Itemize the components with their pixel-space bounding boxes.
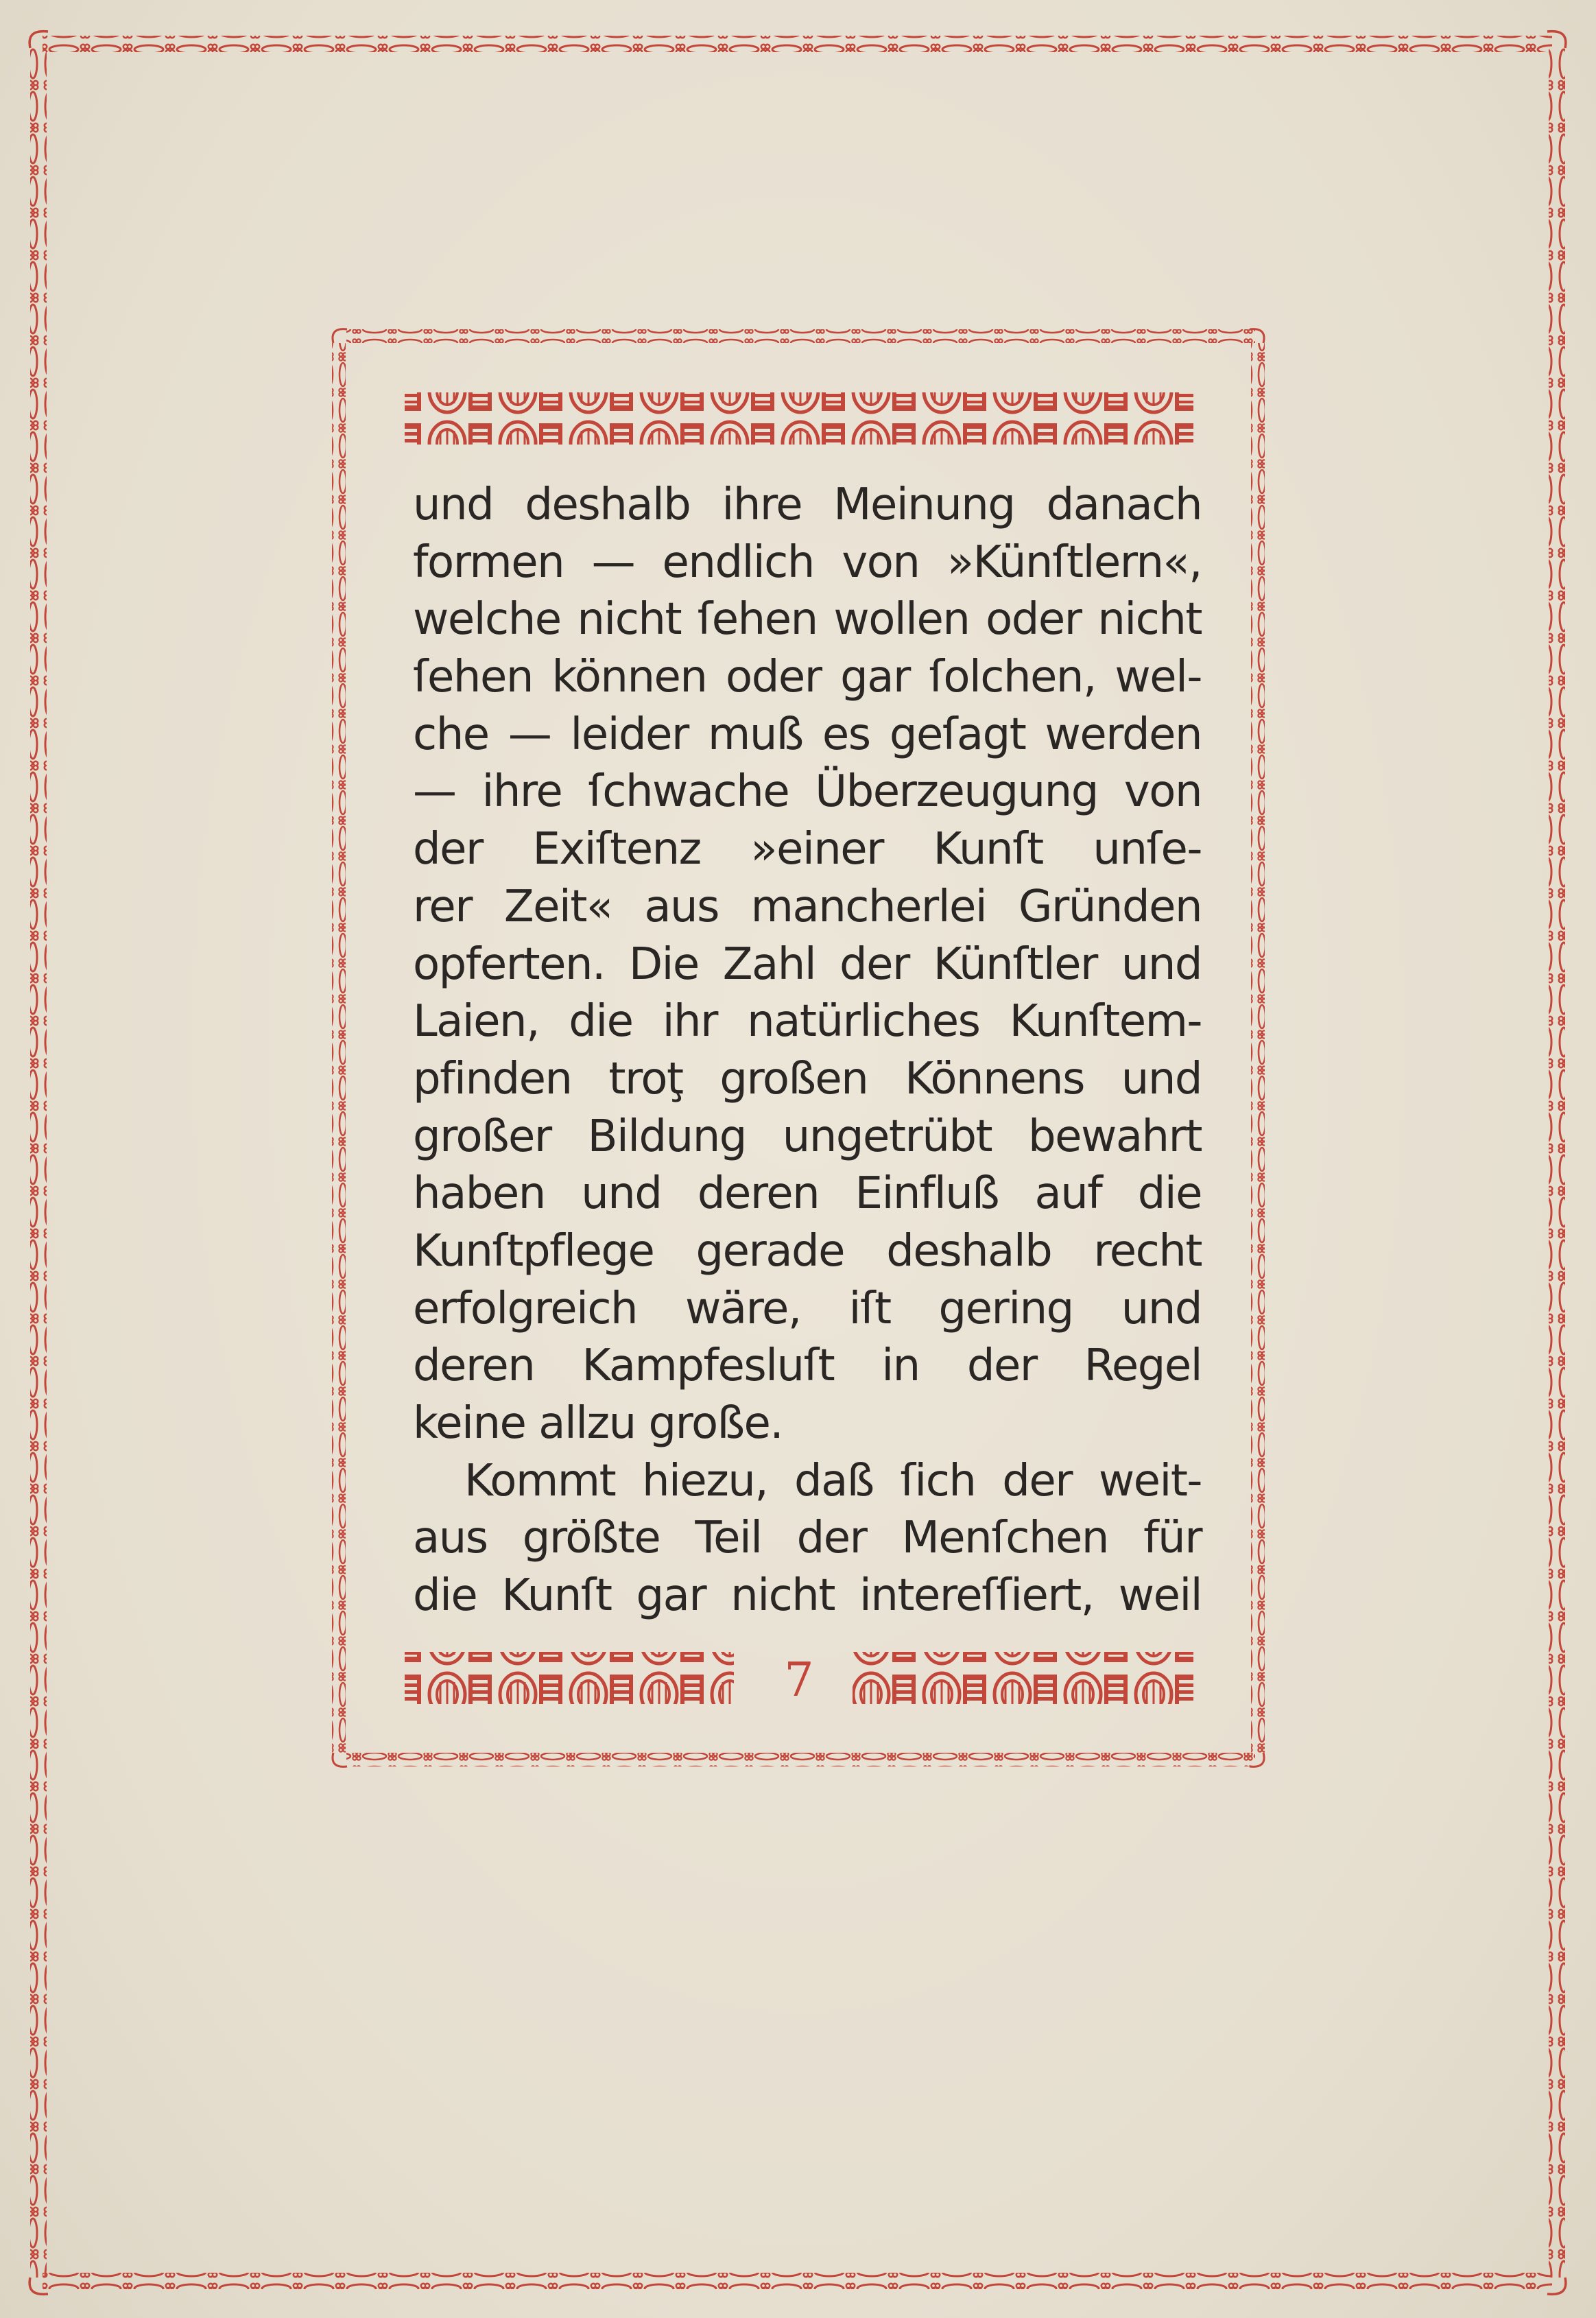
text-line: erfolgreich wäre, iſt gering und <box>413 1283 1202 1334</box>
text-line: aus größte Teil der Menſchen für <box>413 1513 1202 1564</box>
paragraph-2 <box>413 1453 1202 1625</box>
text-line: formen — endlich von »Künſtlern«, <box>413 536 1202 588</box>
text-line: — ihre ſchwache Überzeugung von <box>413 766 1202 818</box>
footer-left-ornament-band-icon <box>405 1652 734 1704</box>
text-line: Laien, die ihr natürliches Kunſtem- <box>413 996 1202 1048</box>
text-line: und deshalb ihre Meinung danach <box>413 480 1202 530</box>
text-line: haben und deren Einfluß auf die <box>413 1168 1202 1220</box>
footer-right-ornament-band-icon <box>853 1652 1193 1704</box>
page-number: 7 <box>784 1653 814 1707</box>
paragraph-1 <box>413 477 1202 1453</box>
text-line: rer Zeit« aus mancherlei Gründen <box>413 881 1202 932</box>
text-line: keine allzu große. <box>413 1398 783 1449</box>
text-line: opferten. Die Zahl der Künſtler und <box>413 938 1202 990</box>
text-line: che — leider muß es geſagt werden <box>413 709 1202 760</box>
text-line: Kommt hiezu, daß ſich der weit- <box>464 1455 1202 1506</box>
text-line: die Kunſt gar nicht intereſſiert, weil <box>413 1570 1202 1622</box>
body-text <box>413 477 1202 1625</box>
text-line: großer Bildung ungetrübt bewahrt <box>413 1111 1202 1162</box>
text-line: Kunſtpflege gerade deshalb recht <box>413 1225 1202 1277</box>
text-line: welche nicht ſehen wollen oder nicht <box>413 594 1202 646</box>
text-line: pfinden troţ großen Könnens und <box>413 1053 1202 1104</box>
header-ornament-band-icon <box>405 392 1193 445</box>
text-line: der Exiſtenz »einer Kunſt unſe- <box>413 824 1202 875</box>
text-line: ſehen können oder gar ſolchen, wel- <box>413 652 1202 703</box>
text-line: deren Kampfesluſt in der Regel <box>413 1340 1202 1392</box>
